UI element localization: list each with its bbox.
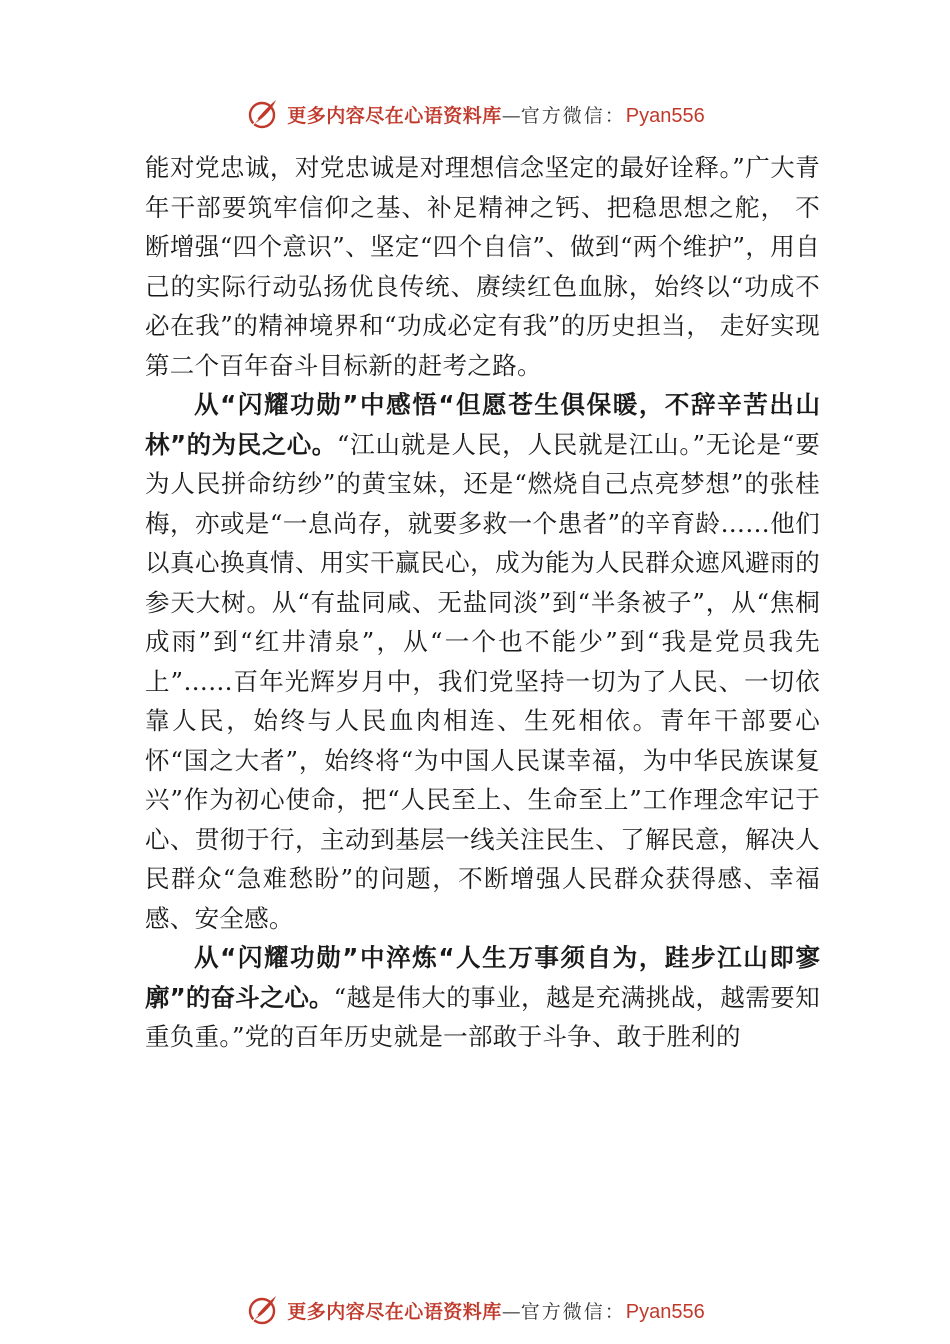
- header-site-text: 更多内容尽在心语资料库: [287, 104, 502, 127]
- header-banner: [0, 94, 950, 134]
- paragraph-3-lead: 从“闪耀功勋”中淬炼“人生万事须自为，跬步江山即寥廓”的奋斗之心。: [145, 943, 820, 1012]
- header-wechat-label: 官方微信：: [520, 104, 626, 127]
- paragraph-2-text: “江山就是人民，人民就是江山。”无论是“要为人民拼命纺纱”的黄宝妹，还是“燃烧自己点亮梦想”的张桂梅，亦或是“一息尚存，就要多救一个患者”的辛育龄……他们以真心换真情、用实干赢民心，成为能为人民群众遮风避雨的参天大树。从“有盐同咸、无盐同淡”到“半条被子”，从“焦桐成雨”到“红井清泉”，从“一个也不能少”到“我是党员我先上”……百年光辉岁月中，我们党坚持一切为了人民、一切依靠人民，始终与人民血肉相连、生死相依。青年干部要心怀“国之大者”，始终将“为中国人民谋幸福，为中华民族谋复兴”作为初心使命，把“人民至上、生命至上”工作理念牢记于心、贯彻于行，主动到基层一线关注民生、了解民意，解决人民群众“急难愁盼”的问题，不断增强人民群众获得感、幸福感、安全感。: [145, 429, 820, 933]
- quill-pen-logo-icon: [245, 97, 279, 131]
- paragraph-3-text: “越是伟大的事业，越是充满挑战，越需要知重负重。”党的百年历史就是一部敢于斗争、敢于胜利的: [145, 982, 820, 1051]
- footer-wechat-id: Pyan556: [625, 1300, 705, 1323]
- quill-pen-logo-icon: [245, 1293, 279, 1327]
- footer-separator: —: [501, 1300, 521, 1323]
- header-wechat-id: Pyan556: [625, 104, 705, 127]
- header-separator: —: [501, 104, 521, 127]
- paragraph-1: 能对党忠诚，对党忠诚是对理想信念坚定的最好诠释。”广大青年干部要筑牢信仰之基、补足精神之钙、把稳思想之舵， 不断增强“四个意识”、坚定“四个自信”、做到“两个维护”，用自己的实际行动弘扬优良传统、赓续红色血脉，始终以“功成不必在我”的精神境界和“功成必定有我”的历史担当， 走好实现第二个百年奋斗目标新的赶考之路。: [145, 153, 820, 380]
- footer-banner: [0, 1290, 950, 1330]
- footer-wechat-label: 官方微信：: [520, 1300, 626, 1323]
- paragraph-2-lead: 从“闪耀功勋”中感悟“但愿苍生俱保暖，不辞辛苦出山林”的为民之心。: [145, 390, 820, 459]
- paragraph-3: [145, 938, 820, 1057]
- document-body: [145, 148, 820, 1057]
- paragraph-2: [145, 385, 820, 938]
- footer-site-text: 更多内容尽在心语资料库: [287, 1300, 502, 1323]
